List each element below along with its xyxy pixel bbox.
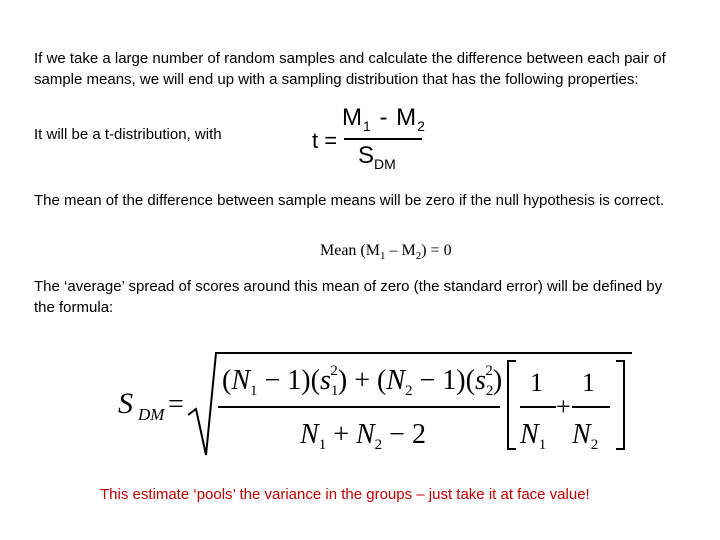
- mean-minus: – M: [385, 242, 416, 259]
- sdm-formula: [110, 345, 650, 460]
- t-formula-denominator: [358, 142, 396, 172]
- paragraph-t-distribution: It will be a t-distribution, with: [34, 126, 222, 143]
- t-formula: [308, 104, 428, 174]
- t-num-m1: M: [342, 104, 363, 131]
- sdm-lhs-sub: DM: [138, 405, 165, 424]
- sdm-lhs-s: S: [118, 387, 133, 420]
- paragraph-mean-difference: The mean of the difference between sample means will be zero if the null hypothesis is correct.: [34, 192, 665, 209]
- sdm-plus: +: [556, 392, 571, 421]
- t-num-sub1: 1: [363, 117, 372, 134]
- sdm-left-bracket: [508, 361, 516, 449]
- sdm-equals: =: [168, 389, 184, 420]
- sdm-one-b: 1: [582, 368, 595, 397]
- sdm-right-bracket: [616, 361, 624, 449]
- sdm-denominator: $N_1 + N_2 - 2$: [300, 419, 426, 453]
- t-num-sub2: 2: [417, 117, 426, 134]
- t-num-minus: -: [371, 104, 397, 131]
- t-den-s: S: [358, 142, 375, 169]
- t-formula-numerator: [342, 104, 426, 134]
- footnote-pooled-variance: This estimate ‘pools’ the variance in the groups – just take it at face value!: [100, 486, 590, 503]
- t-num-m2: M: [396, 104, 418, 131]
- sdm-numerator: $(N_1 - 1)(s_12) + (N_2 - 1)(s_22)$: [222, 363, 503, 399]
- paragraph-standard-error: The ‘average’ spread of scores around this mean of zero (the standard error) will be defined by the formula:: [34, 278, 663, 316]
- mean-prefix: Mean (M: [320, 242, 380, 259]
- sdm-n1: $N_1$: [520, 419, 547, 453]
- mean-equation: [320, 242, 452, 262]
- paragraph-sampling-distribution: If we take a large number of random samples and calculate the difference between each pair of sample means, we will end up with a sampling distribution that has the following properties:: [34, 50, 666, 88]
- sdm-n2: $N_2$: [572, 419, 599, 453]
- t-formula-lhs: t =: [312, 128, 338, 153]
- mean-sub1: 1: [379, 250, 386, 263]
- mean-sub2: 2: [415, 250, 422, 263]
- t-formula-fraction-bar: [344, 138, 422, 140]
- sdm-one-a: 1: [530, 368, 543, 397]
- t-den-sub: DM: [374, 155, 396, 172]
- mean-suffix: ) = 0: [421, 242, 452, 259]
